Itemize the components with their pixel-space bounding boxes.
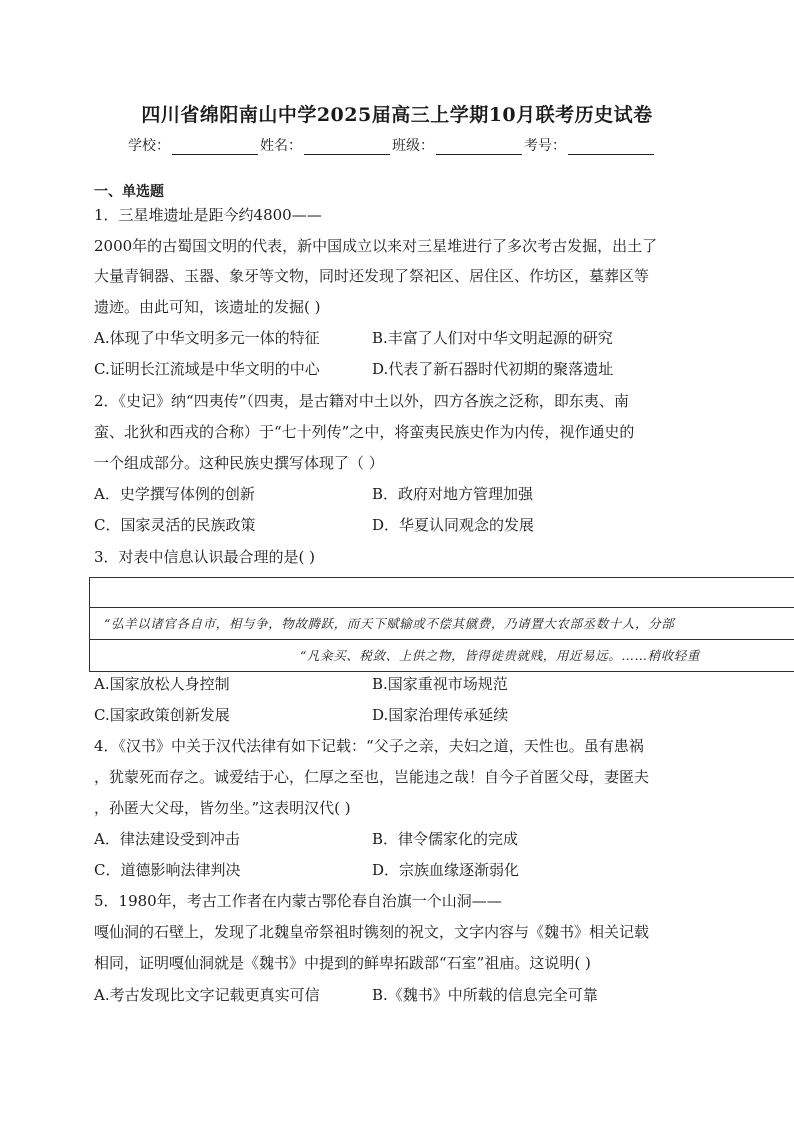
q2-option-c[interactable]: C．国家灵活的民族政策: [94, 516, 256, 534]
q3-table-cell: “凡籴买、税敛、上供之物，皆得徙贵就贱，用近易远。……稍收轻重: [300, 648, 700, 663]
q1-line-2: 2000年的古蜀国文明的代表，新中国成立以来对三星堆进行了多次考古发掘，出土了: [94, 237, 658, 255]
q3-option-a[interactable]: A.国家放松人身控制: [94, 675, 230, 693]
q4-line-3: ，孙匿大父母，皆勿坐。”这表明汉代( ): [94, 799, 351, 817]
q5-line-2: 嘎仙洞的石壁上，发现了北魏皇帝祭祖时镌刻的祝文，文字内容与《魏书》相关记载: [94, 923, 650, 941]
q1-option-b[interactable]: B.丰富了人们对中华文明起源的研究: [372, 329, 613, 347]
q3-line-1: 3．对表中信息认识最合理的是( ): [94, 548, 316, 566]
q5-option-a[interactable]: A.考古发现比文字记载更真实可信: [94, 986, 320, 1004]
q4-option-c[interactable]: C．道德影响法律判决: [94, 861, 241, 879]
q4-option-b[interactable]: B．律令儒家化的完成: [372, 830, 519, 848]
q3-table: [89, 577, 794, 672]
q3-option-d[interactable]: D.国家治理传承延续: [372, 706, 509, 724]
q1-line-1: 1．三星堆遗址是距今约4800——: [94, 206, 322, 224]
q1-line-3: 大量青铜器、玉器、象牙等文物，同时还发现了祭祀区、居住区、作坊区，墓葬区等: [94, 267, 650, 285]
school-blank[interactable]: [172, 140, 258, 155]
q4-option-a[interactable]: A．律法建设受到冲击: [94, 830, 240, 848]
class-blank[interactable]: [436, 140, 522, 155]
q1-line-4: 遗迹。由此可知，该遗址的发掘( ): [94, 298, 321, 316]
school-label: 学校：: [128, 138, 170, 154]
q5-line-1: 5．1980年，考古工作者在内蒙古鄂伦春自治旗一个山洞——: [94, 892, 502, 910]
page-title: 四川省绵阳南山中学2025届高三上学期10月联考历史试卷: [141, 104, 653, 126]
exam-number-blank[interactable]: [568, 140, 654, 155]
q4-line-1: 4．《汉书》中关于汉代法律有如下记载：“父子之亲，夫妇之道，天性也。虽有患祸: [94, 737, 644, 755]
name-label: 姓名：: [260, 138, 302, 154]
q3-table-row: [90, 608, 794, 640]
student-info-row: [128, 135, 656, 155]
q2-option-a[interactable]: A．史学撰写体例的创新: [94, 485, 255, 503]
q3-table-row: [90, 640, 794, 671]
q3-option-c[interactable]: C.国家政策创新发展: [94, 706, 230, 724]
q2-line-1: 2．《史记》纳“四夷传”（四夷，是古籍对中土以外，四方各族之泛称，即东夷、南: [94, 392, 629, 410]
q2-line-3: 一个组成部分。这种民族史撰写体现了（ ）: [94, 454, 384, 472]
q2-option-b[interactable]: B．政府对地方管理加强: [372, 485, 534, 503]
q3-table-row: [90, 578, 794, 608]
q5-line-3: 相同，证明嘎仙洞就是《魏书》中提到的鲜卑拓跋部“石室”祖庙。这说明( ): [94, 954, 591, 972]
q4-option-d[interactable]: D．宗族血缘逐渐弱化: [372, 861, 520, 879]
q1-option-a[interactable]: A.体现了中华文明多元一体的特征: [94, 329, 320, 347]
q4-line-2: ，犹蒙死而存之。诚爱结于心，仁厚之至也，岂能违之哉！自今子首匿父母，妻匿夫: [94, 768, 650, 786]
class-label: 班级：: [392, 138, 434, 154]
q5-option-b[interactable]: B.《魏书》中所载的信息完全可靠: [372, 986, 598, 1004]
q2-line-2: 蛮、北狄和西戎的合称）于“七十列传”之中，将蛮夷民族史作为内传，视作通史的: [94, 423, 635, 441]
name-blank[interactable]: [304, 140, 390, 155]
q3-table-cell: “弘羊以诸官各自市，相与争，物故腾跃，而天下赋输或不偿其僦费，乃请置大农部丞数十人，分部: [104, 616, 675, 631]
section-title: 一、单选题: [94, 184, 164, 200]
q1-option-c[interactable]: C.证明长江流域是中华文明的中心: [94, 360, 320, 378]
q1-option-d[interactable]: D.代表了新石器时代初期的聚落遗址: [372, 360, 614, 378]
exam-number-label: 考号：: [524, 138, 566, 154]
q3-option-b[interactable]: B.国家重视市场规范: [372, 675, 508, 693]
q2-option-d[interactable]: D．华夏认同观念的发展: [372, 516, 535, 534]
